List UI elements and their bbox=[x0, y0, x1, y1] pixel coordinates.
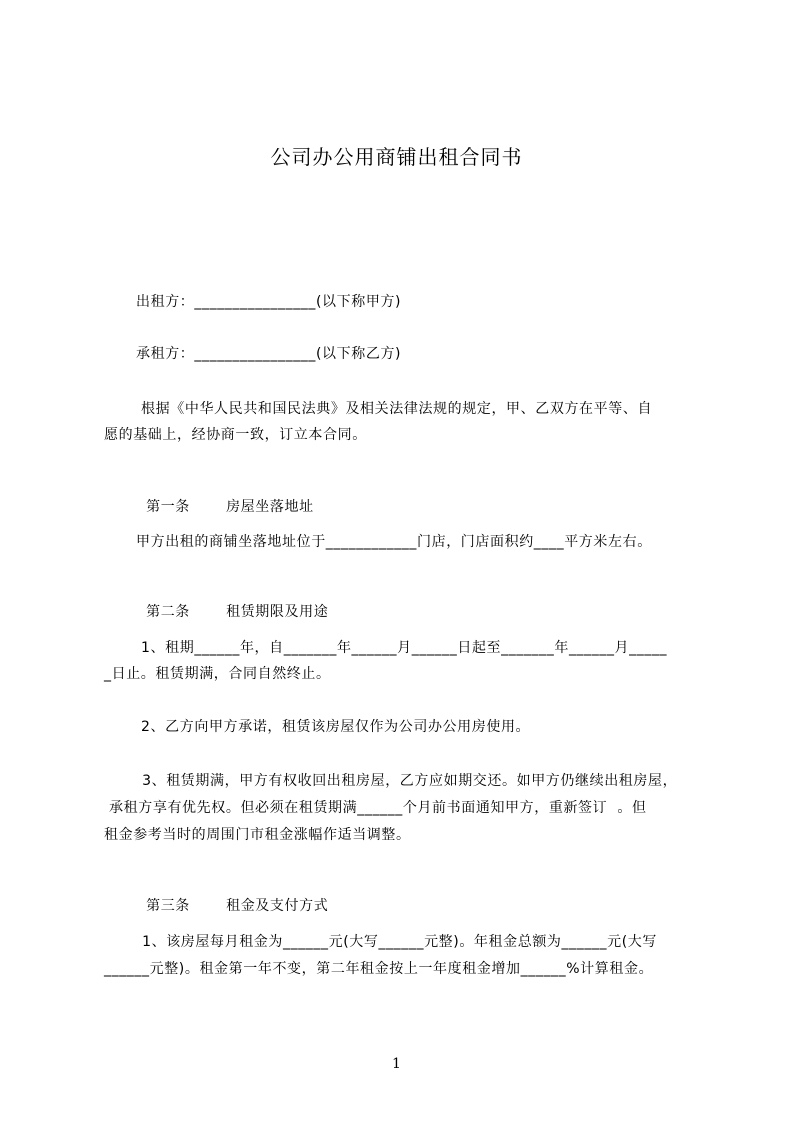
lessee-line: 承租方：________________(以下称乙方) bbox=[136, 346, 402, 362]
article-2-number: 第二条 bbox=[146, 604, 190, 620]
article-3-title: 租金及支付方式 bbox=[226, 898, 329, 914]
article-3-clause-1-line-2: ______元整)。租金第一年不变，第二年租金按上一年度租金增加______%计算租金。 bbox=[104, 961, 654, 977]
article-3-heading bbox=[136, 879, 328, 915]
document-title: 公司办公用商铺出租合同书 bbox=[270, 145, 523, 169]
article-2-clause-2: 2、乙方向甲方承诺，租赁该房屋仅作为公司办公用房使用。 bbox=[136, 719, 531, 735]
article-3-number: 第三条 bbox=[146, 898, 190, 914]
intro-line-1: 根据《中华人民共和国民法典》及相关法律法规的规定，甲、乙双方在平等、自 bbox=[136, 401, 653, 417]
article-2-title: 租赁期限及用途 bbox=[226, 604, 329, 620]
article-2-clause-1-line-2: _日止。租赁期满，合同自然终止。 bbox=[104, 666, 331, 682]
page-number: 1 bbox=[392, 1056, 401, 1072]
intro-line-2: 愿的基础上，经协商一致，订立本合同。 bbox=[104, 427, 367, 443]
lessor-line: 出租方：________________(以下称甲方) bbox=[136, 294, 402, 310]
article-2-clause-3-line-2: 承租方享有优先权。但必须在租赁期满______个月前书面通知甲方，重新签订 。但 bbox=[104, 800, 647, 816]
article-2-clause-3-line-1: 3、租赁期满，甲方有权收回出租房屋，乙方应如期交还。如甲方仍继续出租房屋， bbox=[132, 773, 678, 789]
article-1-number: 第一条 bbox=[146, 499, 190, 515]
article-2-clause-1-line-1: 1、租期______年，自_______年______月______日起至_______年______月_____ bbox=[136, 640, 668, 656]
article-1-body: 甲方出租的商铺坐落地址位于____________门店，门店面积约____平方米左右。 bbox=[136, 534, 652, 550]
article-2-heading bbox=[136, 585, 328, 621]
article-3-clause-1-line-1: 1、该房屋每月租金为______元(大写______元整)。年租金总额为______元(大写 bbox=[132, 934, 657, 950]
article-1-heading bbox=[136, 480, 314, 516]
article-1-title: 房屋坐落地址 bbox=[226, 499, 314, 515]
article-2-clause-3-line-3: 租金参考当时的周围门市租金涨幅作适当调整。 bbox=[104, 827, 411, 843]
